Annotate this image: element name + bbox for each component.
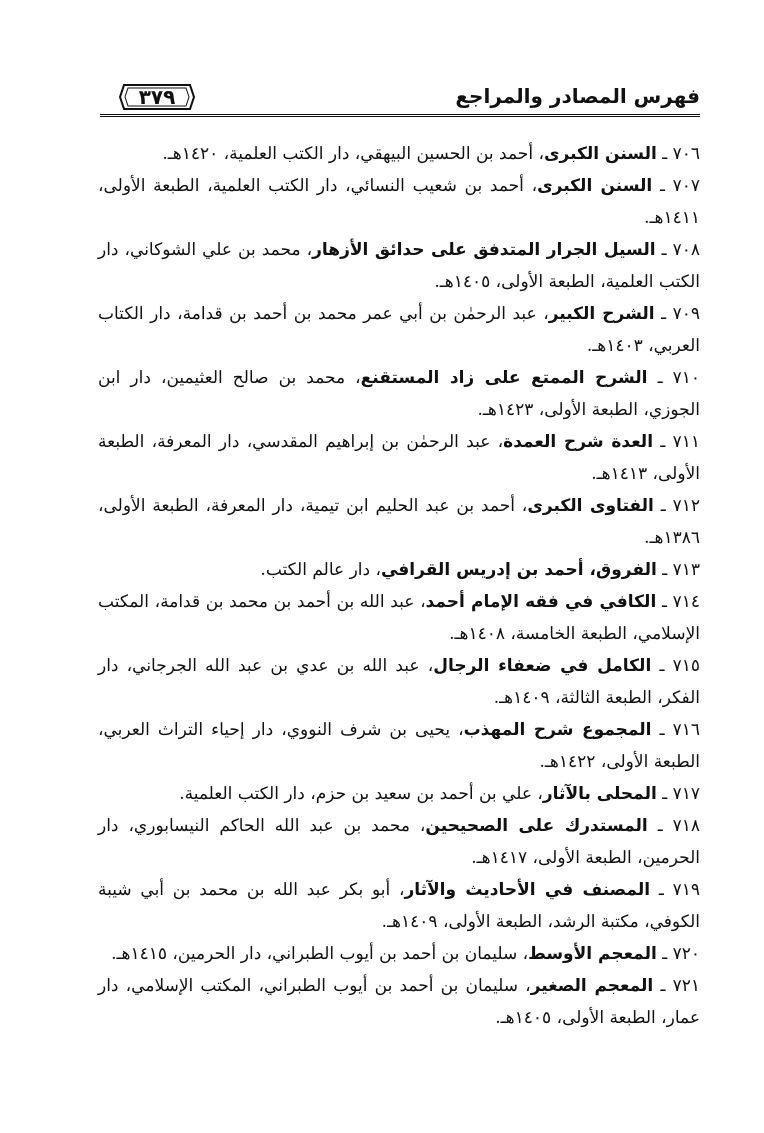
- entry-title: السنن الكبرى: [537, 176, 653, 196]
- entry-details: ، أبو بكر عبد الله بن محمد بن أبي شيبة الكوفي، مكتبة الرشد، الطبعة الأولى، ١٤٠٩هـ.: [98, 880, 700, 932]
- entry-number: ٧٠٦ ـ: [662, 144, 700, 164]
- list-item: [98, 650, 700, 714]
- entry-title: المعجم الأوسط: [528, 944, 657, 964]
- entry-details: ، محمد بن علي الشوكاني، دار الكتب العلمية، الطبعة الأولى، ١٤٠٥هـ.: [98, 240, 700, 292]
- list-item: [98, 938, 700, 970]
- entry-title: العدة شرح العمدة: [503, 432, 654, 452]
- list-item: [98, 554, 700, 586]
- entry-number: ٧١٣ ـ: [662, 560, 700, 580]
- entry-title: الشرح الكبير: [548, 304, 655, 324]
- entry-title: المحلى بالآثار: [542, 784, 657, 804]
- list-item: [98, 234, 700, 298]
- entry-details: ، محمد بن صالح العثيمين، دار ابن الجوزي، الطبعة الأولى، ١٤٢٣هـ.: [98, 368, 700, 420]
- entry-title: المعجم الصغير: [530, 976, 654, 996]
- entry-number: ٧١٩ ـ: [658, 880, 700, 900]
- entry-number: ٧١٤ ـ: [661, 592, 700, 612]
- list-item: [98, 586, 700, 650]
- list-item: [98, 170, 700, 234]
- entry-number: ٧٢١ ـ: [660, 976, 701, 996]
- entry-title: المجموع شرح المهذب: [463, 720, 652, 740]
- entry-title: المصنف في الأحاديث والآثار: [404, 880, 651, 900]
- entry-number: ٧٠٩ ـ: [661, 304, 700, 324]
- list-item: [98, 874, 700, 938]
- list-item: [98, 426, 700, 490]
- entry-details: ، يحيى بن شرف النووي، دار إحياء التراث العربي، الطبعة الأولى، ١٤٢٢هـ.: [98, 720, 700, 772]
- entry-details: ، دار عالم الكتب.: [260, 560, 381, 580]
- entry-number: ٧١٦ ـ: [659, 720, 700, 740]
- list-item: [98, 298, 700, 362]
- list-item: [98, 778, 700, 810]
- entry-title: الفتاوى الكبرى: [527, 496, 654, 516]
- entry-title: الكامل في ضعفاء الرجال: [433, 656, 652, 676]
- entry-details: ، سليمان بن أحمد بن أيوب الطبراني، دار الحرمين، ١٤١٥هـ.: [111, 944, 529, 964]
- entry-number: ٧١٥ ـ: [659, 656, 701, 676]
- entry-details: ، علي بن أحمد بن سعيد بن حزم، دار الكتب العلمية.: [179, 784, 543, 804]
- entry-title: السنن الكبرى: [543, 144, 657, 164]
- entry-number: ٧١٧ ـ: [662, 784, 700, 804]
- entry-title: الشرح الممتع على زاد المستقنع: [360, 368, 648, 388]
- list-item: [98, 138, 700, 170]
- entry-details: ، عبد الله بن أحمد بن محمد بن قدامة، المكتب الإسلامي، الطبعة الخامسة، ١٤٠٨هـ.: [98, 592, 700, 644]
- entry-title: الكافي في فقه الإمام أحمد: [425, 592, 657, 612]
- entry-title: المستدرك على الصحيحين: [425, 816, 648, 836]
- entry-number: ٧١٨ ـ: [657, 816, 701, 836]
- entry-details: ، عبد الرحمٰن بن أبي عمر محمد بن أحمد بن قدامة، دار الكتاب العربي، ١٤٠٣هـ.: [98, 304, 700, 356]
- entry-details: ، محمد بن عبد الله الحاكم النيسابوري، دار الحرمين، الطبعة الأولى، ١٤١٧هـ.: [98, 816, 700, 868]
- entry-number: ٧١٠ ـ: [657, 368, 700, 388]
- entry-title: السيل الجرار المتدفق على حدائق الأزهار: [312, 240, 656, 260]
- entry-details: ، سليمان بن أحمد بن أيوب الطبراني، المكتب الإسلامي، دار عمار، الطبعة الأولى، ١٤٠٥هـ.: [98, 976, 700, 1028]
- entry-title: الفروق، أحمد بن إدريس القرافي: [380, 560, 657, 580]
- entry-number: ٧٢٠ ـ: [662, 944, 700, 964]
- page-number-badge: [118, 82, 196, 112]
- entry-details: ، أحمد بن الحسين البيهقي، دار الكتب العلمية، ١٤٢٠هـ.: [162, 144, 544, 164]
- entry-details: ، عبد الله بن عدي بن عبد الله الجرجاني، دار الفكر، الطبعة الثالثة، ١٤٠٩هـ.: [98, 656, 700, 708]
- entry-details: ، عبد الرحمٰن بن إبراهيم المقدسي، دار المعرفة، الطبعة الأولى، ١٤١٣هـ.: [98, 432, 700, 484]
- entry-number: ٧٠٧ ـ: [659, 176, 701, 196]
- reference-list: [98, 138, 700, 1034]
- page-title: فهرس المصادر والمراجع: [455, 84, 700, 108]
- entry-number: ٧٠٨ ـ: [661, 240, 700, 260]
- entry-number: ٧١١ ـ: [660, 432, 701, 452]
- entry-details: ، أحمد بن عبد الحليم ابن تيمية، دار المعرفة، الطبعة الأولى، ١٣٨٦هـ.: [98, 496, 700, 548]
- list-item: [98, 810, 700, 874]
- list-item: [98, 970, 700, 1034]
- header-rule: [100, 114, 700, 117]
- list-item: [98, 490, 700, 554]
- entry-details: ، أحمد بن شعيب النسائي، دار الكتب العلمية، الطبعة الأولى، ١٤١١هـ.: [98, 176, 700, 228]
- list-item: [98, 362, 700, 426]
- page-header: [100, 80, 700, 122]
- list-item: [98, 714, 700, 778]
- entry-number: ٧١٢ ـ: [660, 496, 700, 516]
- page-number: ٣٧٩: [138, 85, 176, 109]
